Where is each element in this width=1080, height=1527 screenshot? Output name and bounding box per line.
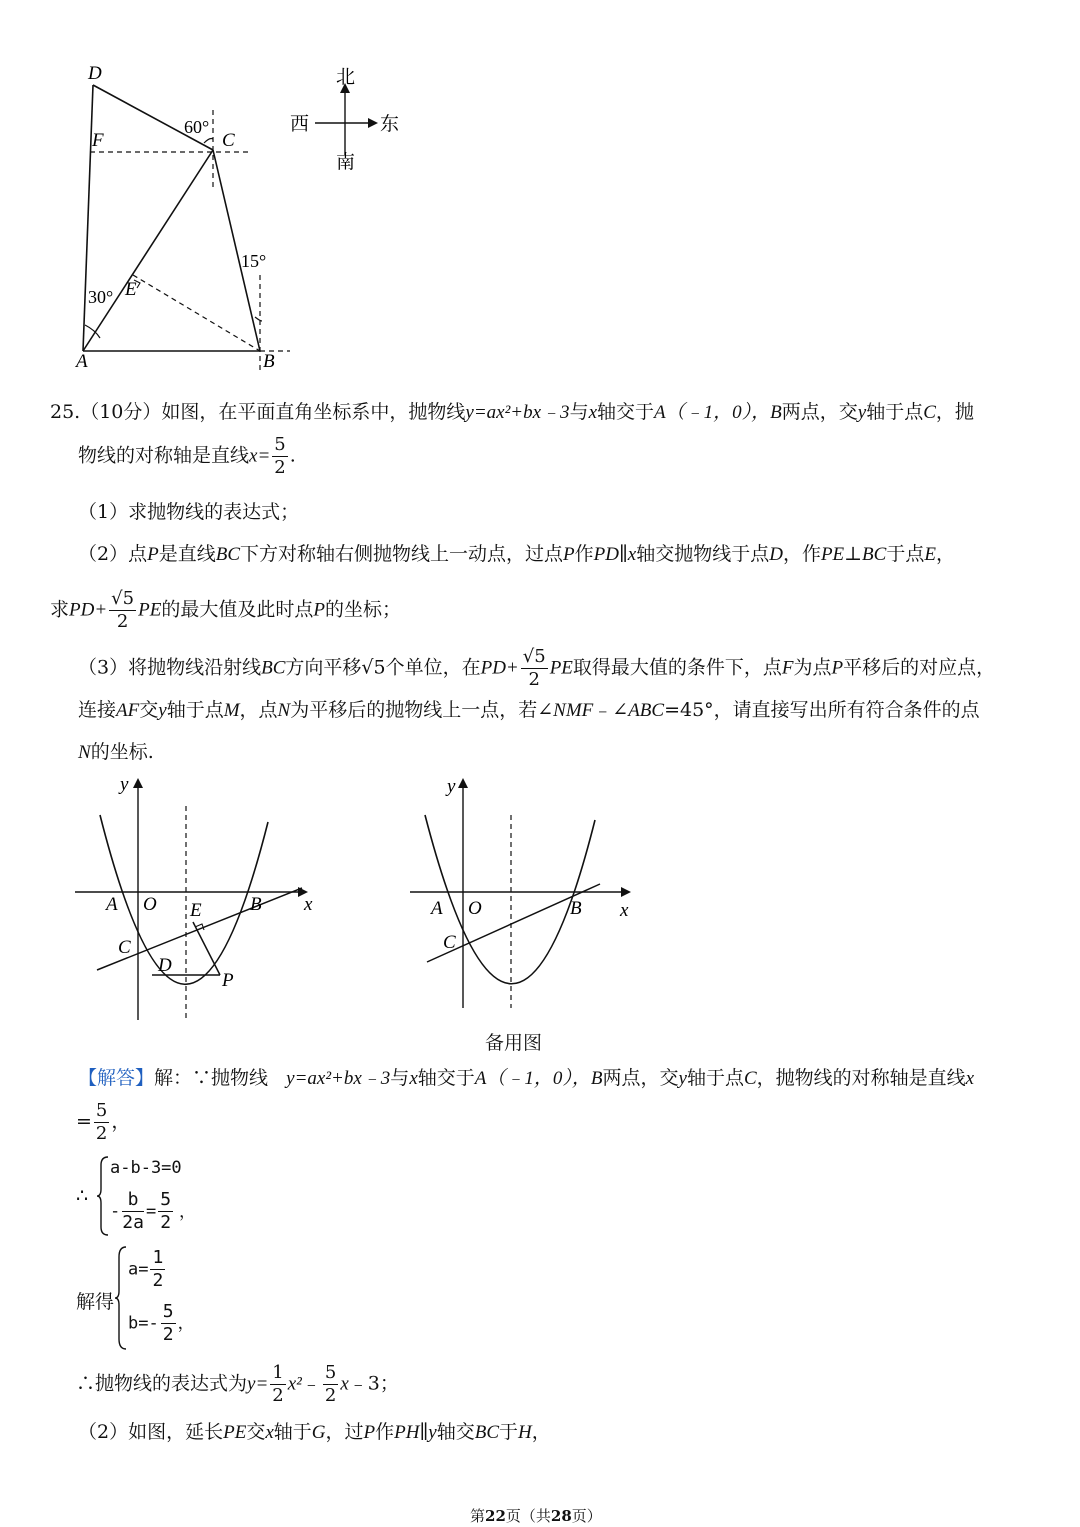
geometry-figure	[60, 55, 420, 375]
stem-text: 如图，在平面直角坐标系中，抛物线	[161, 401, 466, 423]
var-x: x	[588, 402, 598, 423]
segment-PE: PE⊥BC	[820, 544, 887, 565]
solve-label: 解得	[76, 1291, 115, 1313]
stem-text: 两点，交	[781, 401, 858, 423]
numerator: 5	[274, 434, 286, 455]
t: 下方对称轴右侧抛物线上一动点，过点	[240, 543, 564, 565]
t: ﹣∠	[593, 699, 629, 721]
t: 解：∵抛物线	[154, 1067, 269, 1089]
point-N: N	[78, 742, 91, 763]
t: 第	[470, 1507, 486, 1525]
denominator: 2	[272, 1385, 284, 1406]
ray-BC: BC	[261, 657, 286, 679]
t: BC	[474, 1422, 499, 1443]
equation-2	[110, 1189, 196, 1234]
label-D: D	[158, 955, 172, 976]
compass-south: 南	[336, 152, 356, 173]
equation-1: a-b-3=0	[110, 1158, 182, 1178]
t: 作	[375, 1421, 395, 1443]
t: 页）	[571, 1507, 602, 1525]
t: 求	[50, 598, 70, 621]
solution-b	[128, 1301, 195, 1346]
label-O: O	[143, 894, 157, 915]
t: ，	[531, 1421, 551, 1443]
axis-eq: x=	[249, 445, 271, 467]
label-B: B	[263, 351, 275, 372]
t: ，	[111, 1110, 131, 1133]
numerator: √5	[111, 588, 135, 609]
label-A: A	[76, 351, 88, 372]
page-footer	[470, 1505, 602, 1526]
t: （2）点	[78, 543, 148, 565]
point-P: P	[563, 544, 575, 565]
label-C: C	[443, 932, 456, 953]
t: -	[110, 1201, 121, 1222]
t: ，点	[239, 699, 278, 721]
solution-expression	[76, 1362, 399, 1407]
point-A-B: A（﹣1，0），B	[654, 402, 782, 423]
var-x: x	[965, 1068, 975, 1089]
equation-system-1	[76, 1155, 276, 1240]
question-25	[50, 400, 1040, 770]
t: PH∥y	[394, 1422, 437, 1443]
point-P: P	[831, 657, 844, 679]
stem-text: .	[289, 444, 296, 467]
expr-PD: PD+	[69, 599, 108, 621]
numerator: 5	[162, 1301, 174, 1322]
point-N: N	[277, 700, 291, 721]
t: 于点	[886, 543, 925, 565]
t: ∴抛物线的表达式为	[76, 1372, 248, 1395]
t: x	[340, 1373, 349, 1395]
t: G	[311, 1422, 326, 1443]
point-A-B: A（﹣1，0），B	[474, 1068, 603, 1089]
point-M: M	[223, 700, 240, 721]
t: 页（共	[505, 1507, 551, 1525]
sqrt-5: √5	[361, 656, 386, 679]
point-D: D	[769, 544, 783, 565]
t: 平移后的对应点，	[843, 656, 996, 679]
label-E: E	[190, 900, 202, 921]
fraction	[150, 1247, 165, 1292]
var-y: y	[678, 1068, 687, 1089]
point-P: P	[313, 599, 325, 621]
t: 个单位，在	[385, 656, 481, 679]
axis-y-label: y	[120, 774, 129, 795]
numerator: 5	[324, 1362, 337, 1383]
compass-icon	[315, 83, 378, 155]
angle-60: 60°	[184, 117, 210, 137]
point-P: P	[147, 544, 159, 565]
t: =45°，请直接写出所有符合条件的点	[664, 699, 980, 721]
t: 作	[574, 543, 594, 565]
t: 轴于点	[686, 1067, 744, 1089]
t: ，	[935, 543, 955, 565]
t: x	[265, 1422, 274, 1443]
fraction	[94, 1100, 109, 1145]
t: PE	[223, 1422, 247, 1443]
t: 轴于点	[166, 699, 224, 721]
t: 两点，交	[602, 1067, 679, 1089]
denominator: 2a	[122, 1212, 144, 1233]
question-number: 25.	[50, 401, 81, 423]
t: 轴交于	[417, 1067, 475, 1089]
t: 取得最大值的条件下，点	[572, 656, 782, 679]
expr-PE: PE	[138, 599, 162, 621]
t: P	[363, 1422, 376, 1443]
t: ，过	[325, 1421, 364, 1443]
denominator: 2	[528, 669, 540, 690]
expr-PE: PE	[549, 657, 573, 679]
stem-text: 与	[569, 401, 589, 423]
brace-icon	[114, 1245, 128, 1351]
parabola-equation: y=ax²+bx﹣3	[465, 402, 570, 423]
label-F: F	[92, 130, 104, 151]
numerator: 1	[152, 1247, 164, 1268]
t: H	[518, 1422, 532, 1443]
axis-x-label: x	[304, 894, 313, 915]
t: 的坐标；	[324, 598, 401, 621]
label-A: A	[106, 894, 118, 915]
segment-PD: PD∥x	[593, 544, 637, 565]
var-y: y	[857, 402, 867, 423]
t: 的坐标.	[90, 741, 154, 763]
t: 为平移后的抛物线上一点，若∠	[290, 699, 554, 721]
t: ，作	[782, 543, 821, 565]
answer-tag: 【解答】	[78, 1067, 155, 1089]
denominator: 2	[162, 1324, 174, 1345]
angle-15: 15°	[241, 251, 267, 271]
fraction	[161, 1301, 176, 1346]
numerator: b	[122, 1189, 144, 1212]
fraction	[272, 434, 287, 479]
t: x²	[287, 1373, 302, 1395]
solution-line-1	[78, 1066, 974, 1091]
solution-line-2	[76, 1100, 130, 1145]
numerator: 5	[160, 1189, 172, 1210]
t: 交	[246, 1421, 266, 1443]
angle-30: 30°	[88, 287, 114, 307]
t: 方向平移	[285, 656, 362, 679]
stem-text: ，抛	[935, 401, 974, 423]
label-E: E	[125, 279, 137, 300]
fraction	[109, 588, 136, 633]
label-B: B	[570, 898, 582, 919]
compass-west: 西	[290, 114, 310, 135]
part-2-ask	[50, 588, 401, 633]
point-C: C	[923, 402, 936, 423]
figure-caption: 备用图	[485, 1032, 543, 1054]
solution-part-2	[78, 1420, 551, 1445]
label-B: B	[250, 894, 262, 915]
page-number: 22	[485, 1507, 506, 1525]
var-y: y	[158, 700, 167, 721]
numerator: √5	[522, 646, 546, 667]
t: 的最大值及此时点	[161, 598, 314, 621]
fraction	[323, 1362, 338, 1407]
brace-icon	[96, 1155, 110, 1237]
part-3	[78, 646, 995, 691]
point-C: C	[743, 1068, 757, 1089]
angle-NMF: NMF	[553, 700, 594, 721]
t: 为点	[793, 656, 832, 679]
t: 连接	[78, 699, 117, 721]
fraction	[122, 1189, 144, 1234]
compass-east: 东	[380, 114, 400, 135]
line-AF: AF	[116, 700, 140, 721]
t: （3）将抛物线沿射线	[78, 656, 262, 679]
part-3-line2	[78, 698, 980, 723]
part-1: （1）求抛物线的表达式；	[78, 501, 300, 523]
t: ﹣3；	[348, 1372, 399, 1395]
part-2	[78, 542, 955, 567]
t: y=	[247, 1373, 269, 1395]
parabola-figure	[70, 770, 340, 1030]
denominator: 2	[324, 1385, 337, 1406]
t: 于	[499, 1421, 519, 1443]
stem-text: 轴交于	[597, 401, 655, 423]
t: 轴交抛物线于点	[636, 543, 770, 565]
t: 轴交	[436, 1421, 475, 1443]
t: 与	[390, 1067, 410, 1089]
fraction	[521, 646, 548, 691]
fraction	[158, 1189, 173, 1234]
solution-a	[128, 1247, 167, 1292]
t: 是直线	[158, 543, 216, 565]
label-A: A	[431, 898, 443, 919]
t: ，	[177, 1313, 195, 1334]
label-O: O	[468, 898, 482, 919]
t: 轴于	[273, 1421, 312, 1443]
angle-ABC: ABC	[628, 700, 665, 721]
label-C: C	[222, 130, 235, 151]
axis-y-label: y	[447, 776, 456, 797]
part-3-line3	[78, 740, 154, 765]
denominator: 2	[274, 457, 286, 478]
expr-PD: PD+	[480, 657, 519, 679]
t: （2）如图，延长	[78, 1421, 224, 1443]
t: ，抛物线的对称轴是直线	[756, 1067, 966, 1089]
axis-x-label: x	[620, 900, 629, 921]
t: ，	[179, 1201, 197, 1222]
line-BC: BC	[215, 544, 240, 565]
page-total: 28	[550, 1507, 572, 1525]
t: ﹣	[301, 1372, 321, 1395]
t: =	[76, 1110, 92, 1133]
denominator: 2	[160, 1212, 172, 1233]
t: b=-	[128, 1313, 159, 1334]
point-E: E	[924, 544, 936, 565]
numerator: 1	[272, 1362, 284, 1383]
stem-text: 物线的对称轴是直线	[78, 444, 250, 467]
t: 交	[139, 699, 159, 721]
therefore-symbol: ∴	[76, 1185, 89, 1207]
label-C: C	[118, 937, 131, 958]
denominator: 2	[152, 1270, 164, 1291]
t: a=	[128, 1259, 149, 1280]
question-points: （10分）	[80, 401, 162, 423]
denominator: 2	[95, 1123, 108, 1144]
fraction	[270, 1362, 285, 1407]
label-D: D	[88, 63, 102, 84]
denominator: 2	[116, 611, 129, 632]
compass-north: 北	[336, 67, 356, 88]
backup-parabola-figure	[405, 770, 665, 1015]
var-x: x	[409, 1068, 418, 1089]
numerator: 5	[95, 1100, 108, 1121]
point-F: F	[781, 657, 794, 679]
t: =	[145, 1201, 157, 1222]
label-P: P	[222, 970, 234, 991]
parabola-equation: y=ax²+bx﹣3	[286, 1068, 391, 1089]
equation-system-2	[76, 1245, 276, 1355]
stem-text: 轴于点	[866, 401, 924, 423]
